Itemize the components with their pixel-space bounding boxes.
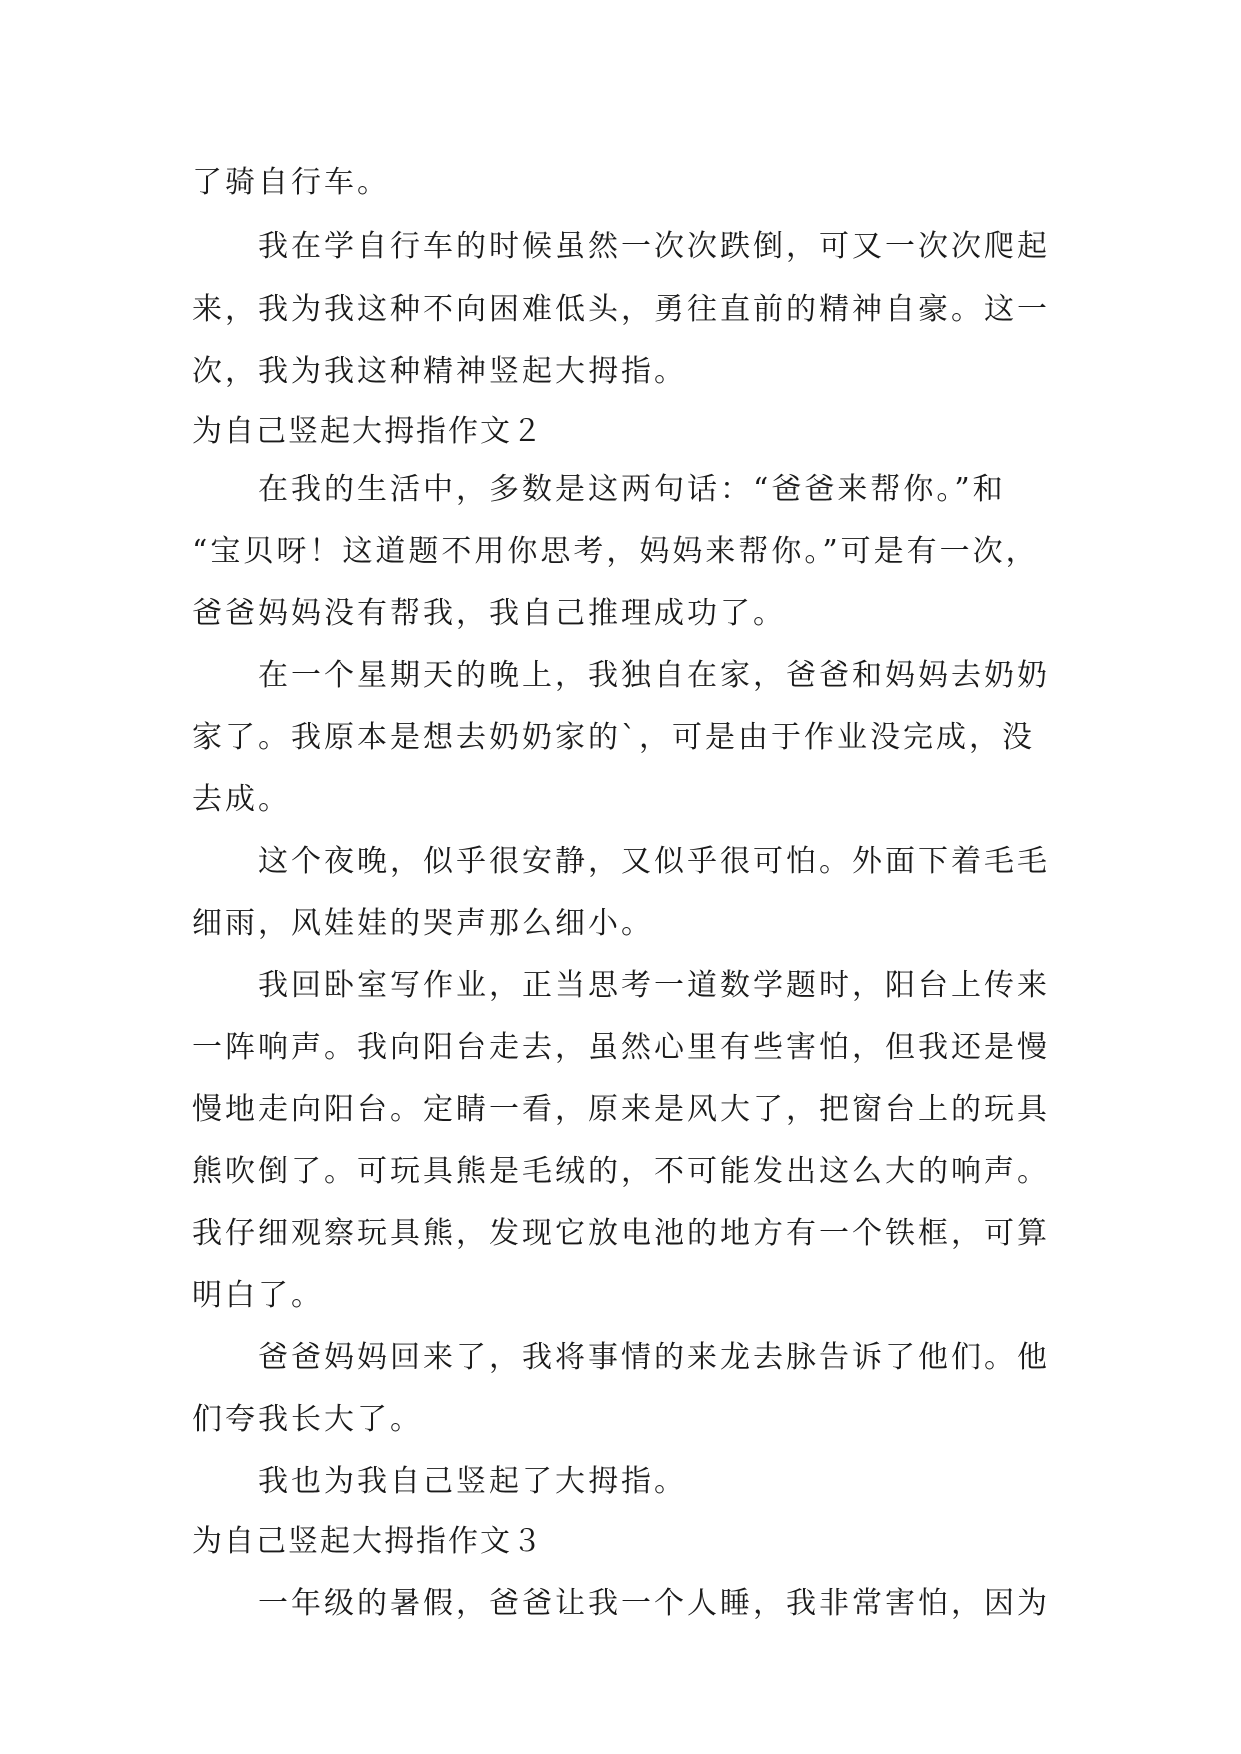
paragraph-first-line: 这个夜晚，似乎很安静，又似乎很可怕。外面下着毛毛: [258, 844, 1050, 879]
text-line: “宝贝呀！这道题不用你思考，妈妈来帮你。”可是有一次，: [192, 534, 1039, 569]
text-line: 我仔细观察玩具熊，发现它放电池的地方有一个铁框，可算: [192, 1216, 1050, 1251]
paragraph-first-line: 一年级的暑假，爸爸让我一个人睡，我非常害怕，因为: [258, 1586, 1050, 1621]
paragraph-first-line: 在一个星期天的晚上，我独自在家，爸爸和妈妈去奶奶: [258, 658, 1050, 693]
text-line: 爸爸妈妈没有帮我，我自己推理成功了。: [192, 596, 786, 631]
text-line: 熊吹倒了。可玩具熊是毛绒的，不可能发出这么大的响声。: [192, 1154, 1050, 1189]
paragraph-first-line: 我在学自行车的时候虽然一次次跌倒，可又一次次爬起: [258, 229, 1050, 264]
text-line: 慢地走向阳台。定睛一看，原来是风大了，把窗台上的玩具: [192, 1092, 1050, 1127]
text-line: 一阵响声。我向阳台走去，虽然心里有些害怕，但我还是慢: [192, 1030, 1050, 1065]
text-line: 来，我为我这种不向困难低头，勇往直前的精神自豪。这一: [192, 292, 1050, 327]
text-line: 明白了。: [192, 1278, 324, 1313]
paragraph-first-line: 在我的生活中，多数是这两句话：“爸爸来帮你。”和: [258, 472, 1006, 507]
section-heading: 为自己竖起大拇指作文３: [192, 1524, 544, 1559]
text-line: 了骑自行车。: [192, 165, 390, 200]
text-line: 去成。: [192, 782, 291, 817]
paragraph-first-line: 我也为我自己竖起了大拇指。: [258, 1464, 687, 1499]
text-line: 家了。我原本是想去奶奶家的`，可是由于作业没完成，没: [192, 720, 1035, 755]
text-line: 细雨，风娃娃的哭声那么细小。: [192, 906, 654, 941]
section-heading: 为自己竖起大拇指作文２: [192, 414, 544, 449]
paragraph-first-line: 我回卧室写作业，正当思考一道数学题时，阳台上传来: [258, 968, 1050, 1003]
text-line: 们夸我长大了。: [192, 1402, 423, 1437]
paragraph-first-line: 爸爸妈妈回来了，我将事情的来龙去脉告诉了他们。他: [258, 1340, 1050, 1375]
text-line: 次，我为我这种精神竖起大拇指。: [192, 354, 687, 389]
